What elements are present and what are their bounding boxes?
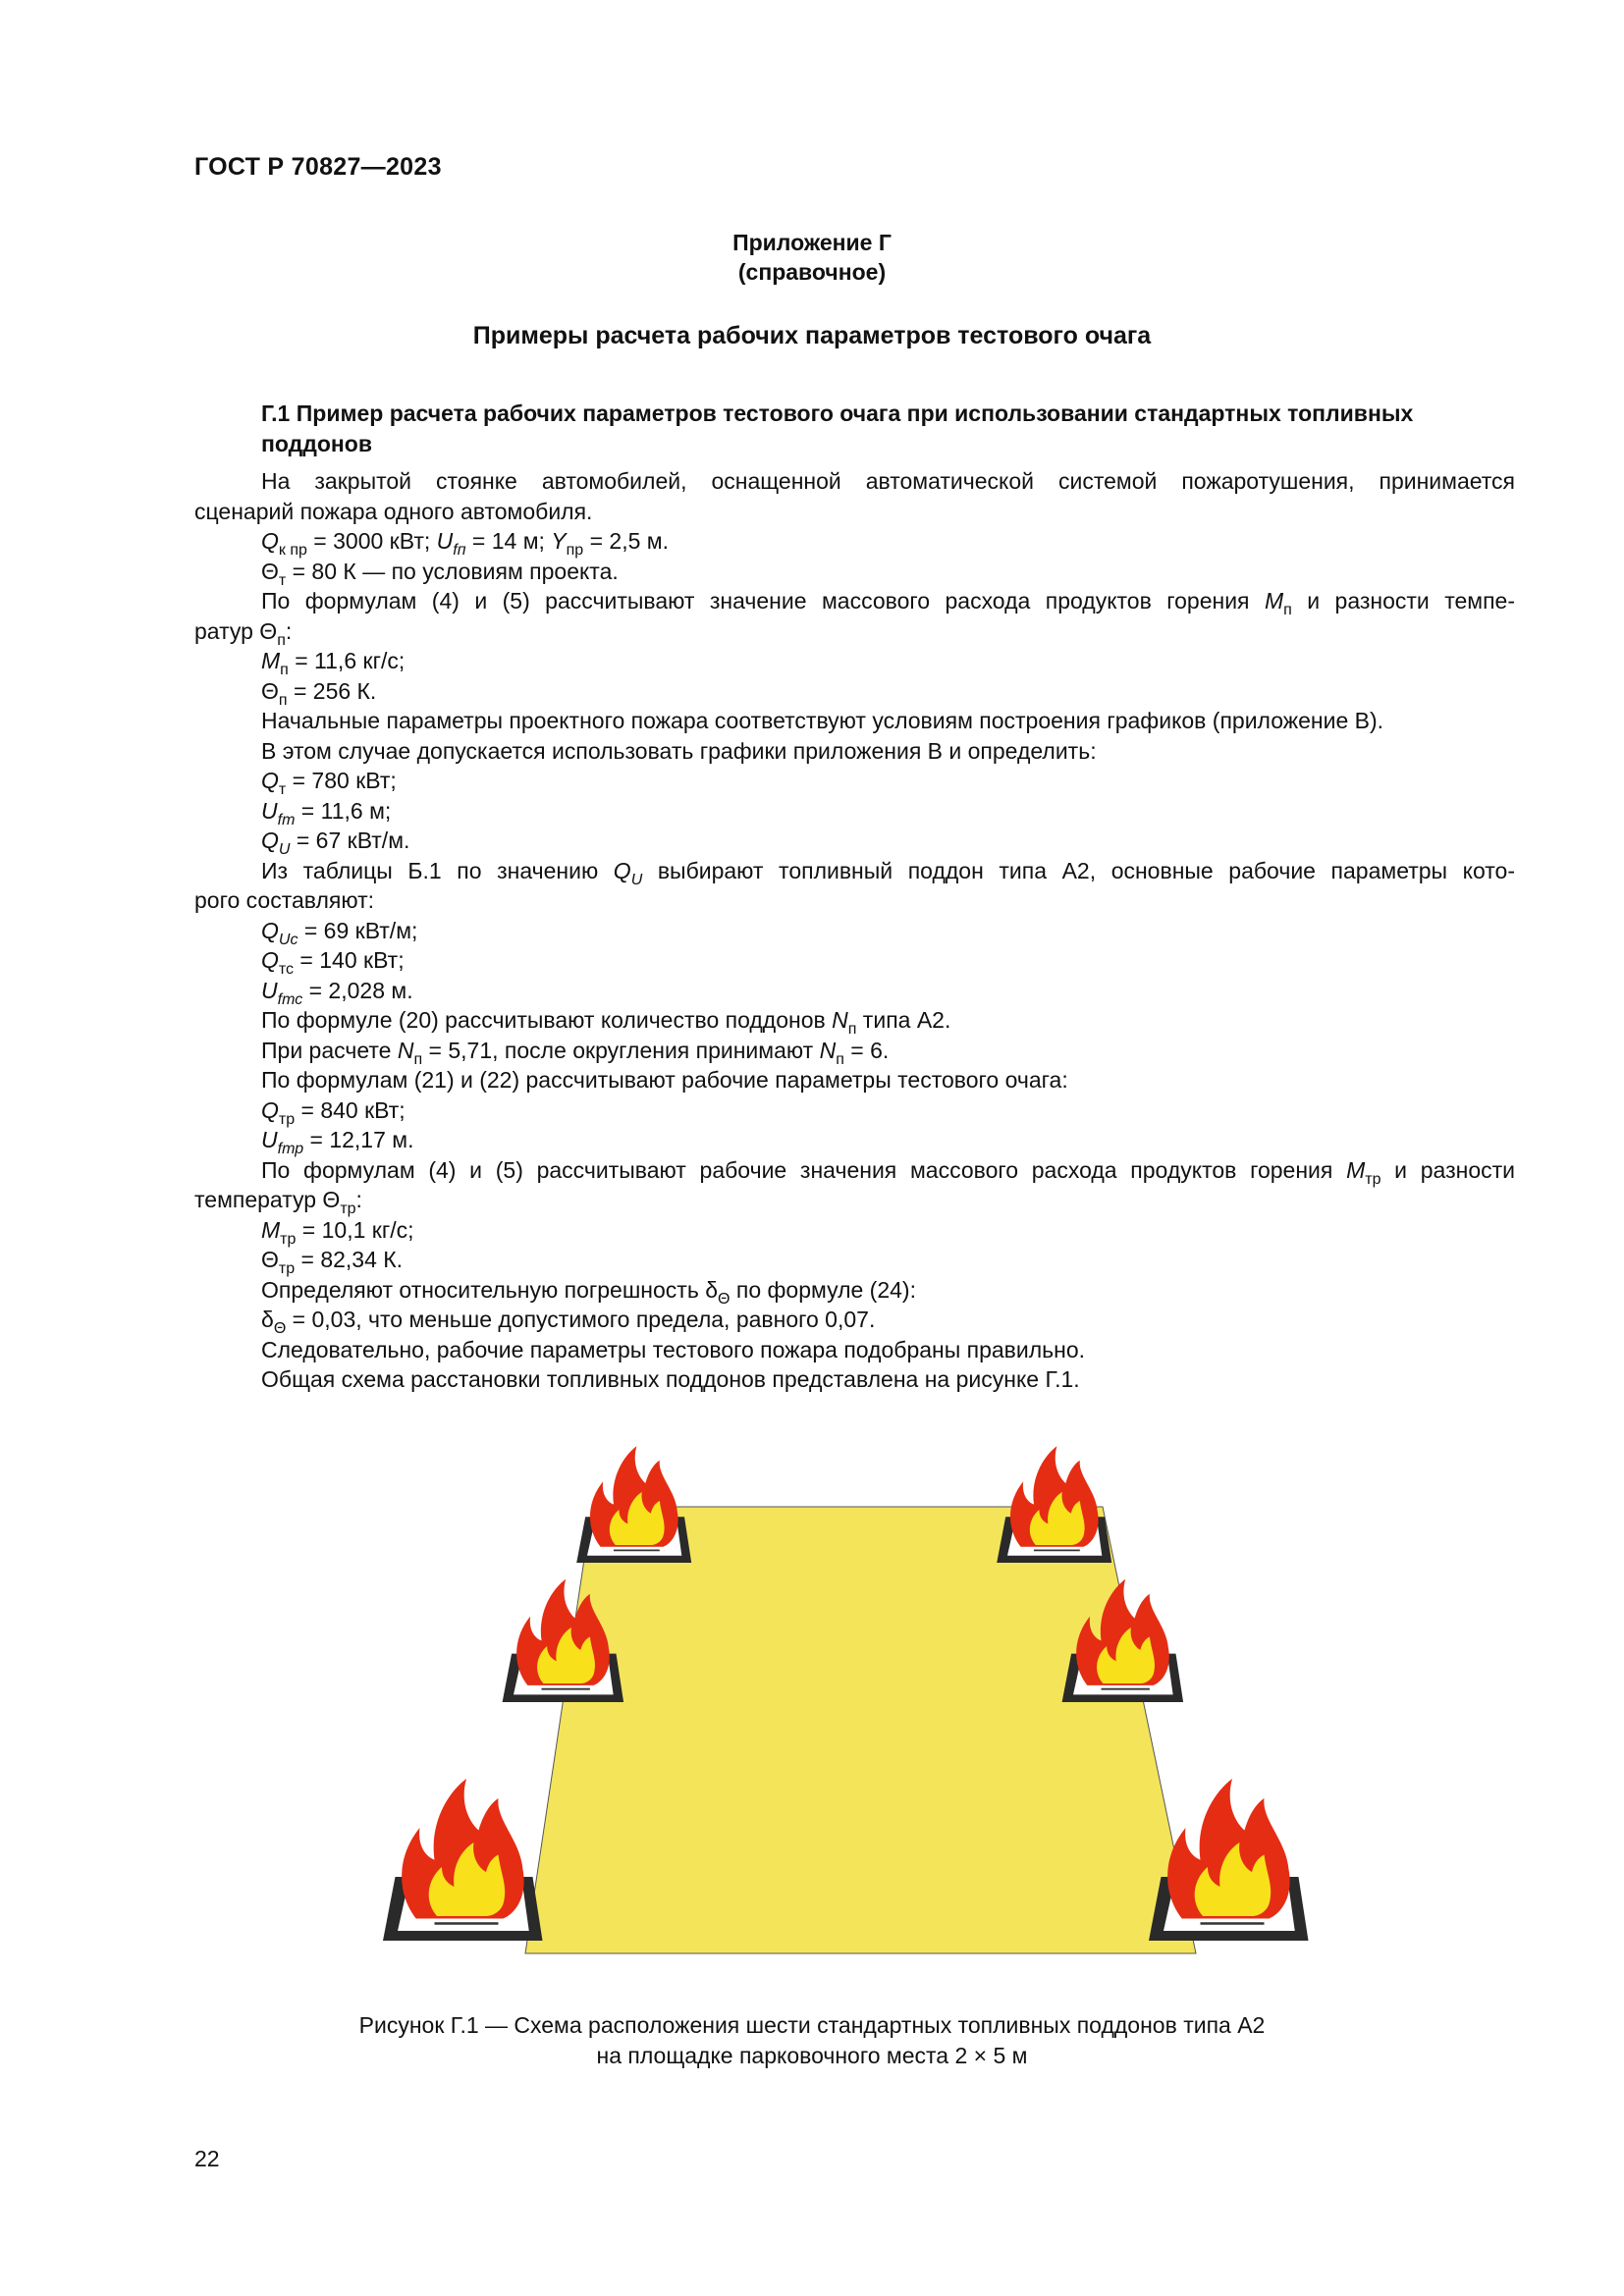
- tray-left-top: [576, 1446, 691, 1563]
- qt-line: $Q_т = 780$ кВт;: [261, 768, 397, 798]
- tray-layout-svg: [353, 1425, 1355, 1987]
- tray-right-bottom: [1149, 1779, 1309, 1941]
- paragraph-1a: На закрытой стоянке автомобилей, оснащенной автоматической системой пожаротушения, принимается: [261, 468, 1515, 494]
- tray-right-top: [997, 1446, 1111, 1563]
- standard-header: ГОСТ Р 70827—2023: [194, 153, 442, 181]
- theta-t-line: $\Theta_т = 80$ К — по условиям проекта.: [261, 558, 619, 589]
- caption-line-1: Рисунок Г.1 — Схема расположения шести стандартных топливных поддонов типа А2: [358, 2012, 1266, 2038]
- paragraph-2a: По формулам (4) и (5) рассчитывают значение массового расхода продуктов горения $M_п$ и разности темпе-: [261, 588, 1515, 618]
- paragraph-9a: По формулам (4) и (5) рассчитывают рабочие значения массового расхода продуктов горения $M_{тр}$ и разности: [261, 1156, 1515, 1188]
- caption-line-2: на площадке парковочного места 2 × 5 м: [596, 2043, 1028, 2068]
- uft-line: $U_{fт} = 11,6$ м;: [261, 797, 392, 828]
- paragraph-6: По формуле (20) рассчитывают количество поддонов $N_п$ типа А2.: [261, 1007, 951, 1038]
- mtr-line: $M_{тр} = 10,1$ кг/с;: [261, 1216, 414, 1248]
- paragraph-3: Начальные параметры проектного пожара соответствуют условиям построения графиков (приложение В).: [261, 708, 1384, 733]
- paragraph-5a: Из таблицы Б.1 по значению $Q_U$ выбирают топливный поддон типа А2, основные рабочие параметры кото-: [261, 857, 1515, 888]
- section-title: Г.1 Пример расчета рабочих параметров тестового очага при использовании стандартных топливных поддонов: [261, 400, 1414, 456]
- tray-left-bottom: [383, 1779, 543, 1941]
- page-number: 22: [194, 2146, 220, 2171]
- paragraph-2b: ратур $\Theta_п$:: [194, 617, 293, 649]
- paragraph-5b: рого составляют:: [194, 887, 375, 913]
- paragraph-4: В этом случае допускается использовать графики приложения В и определить:: [261, 737, 1097, 764]
- given-params: $Q_{к пр} = 3000$ кВт; $U_{fп} = 14$ м; $Y_{пр} = 2,5$ м.: [261, 528, 669, 559]
- parking-area: [525, 1507, 1196, 1953]
- mp-line: $M_п = 11,6$ кг/с;: [261, 648, 406, 678]
- appendix-type: (справочное): [737, 259, 887, 285]
- paragraph-10: Определяют относительную погрешность $\delta_\Theta$ по формуле (24):: [261, 1276, 916, 1308]
- appendix-title: Примеры расчета рабочих параметров тестового очага: [472, 322, 1152, 349]
- tray-layout-figure: [353, 1425, 1355, 1987]
- theta-p-line: $\Theta_п = 256$ К.: [261, 677, 377, 709]
- paragraph-1b: сценарий пожара одного автомобиля.: [194, 498, 593, 524]
- appendix-label: Приложение Г: [732, 230, 892, 255]
- uftc-line: $U_{fтс} = 2,028$ м.: [261, 977, 413, 1008]
- paragraph-8: По формулам (21) и (22) рассчитывают рабочие параметры тестового очага:: [261, 1067, 1068, 1093]
- quc-line: $Q_{Uc} = 69$ кВт/м;: [261, 917, 418, 948]
- figure-caption: [0, 2010, 1624, 2071]
- delta-line: $\delta_\Theta = 0,03$, что меньше допустимого предела, равного 0,07.: [261, 1307, 876, 1337]
- paragraph-12: Общая схема расстановки топливных поддонов представлена на рисунке Г.1.: [261, 1366, 1080, 1392]
- paragraph-7: При расчете $N_п = 5,71$, после округления принимают $N_п = 6$.: [261, 1037, 890, 1068]
- qtc-line: $Q_{тс} = 140$ кВт;: [261, 947, 405, 978]
- qtr-line: $Q_{тр} = 840$ кВт;: [261, 1096, 406, 1128]
- uftr-line: $U_{fтр} = 12,17$ м.: [261, 1127, 414, 1157]
- paragraph-9b: температур $\Theta_{тр}$:: [194, 1187, 362, 1217]
- theta-tr-line: $\Theta_{тр} = 82,34$ К.: [261, 1247, 404, 1277]
- qu-line: $Q_U = 67$ кВт/м.: [261, 828, 410, 858]
- paragraph-11: Следовательно, рабочие параметры тестового пожара подобраны правильно.: [261, 1336, 1086, 1362]
- document-body: [194, 466, 1515, 1395]
